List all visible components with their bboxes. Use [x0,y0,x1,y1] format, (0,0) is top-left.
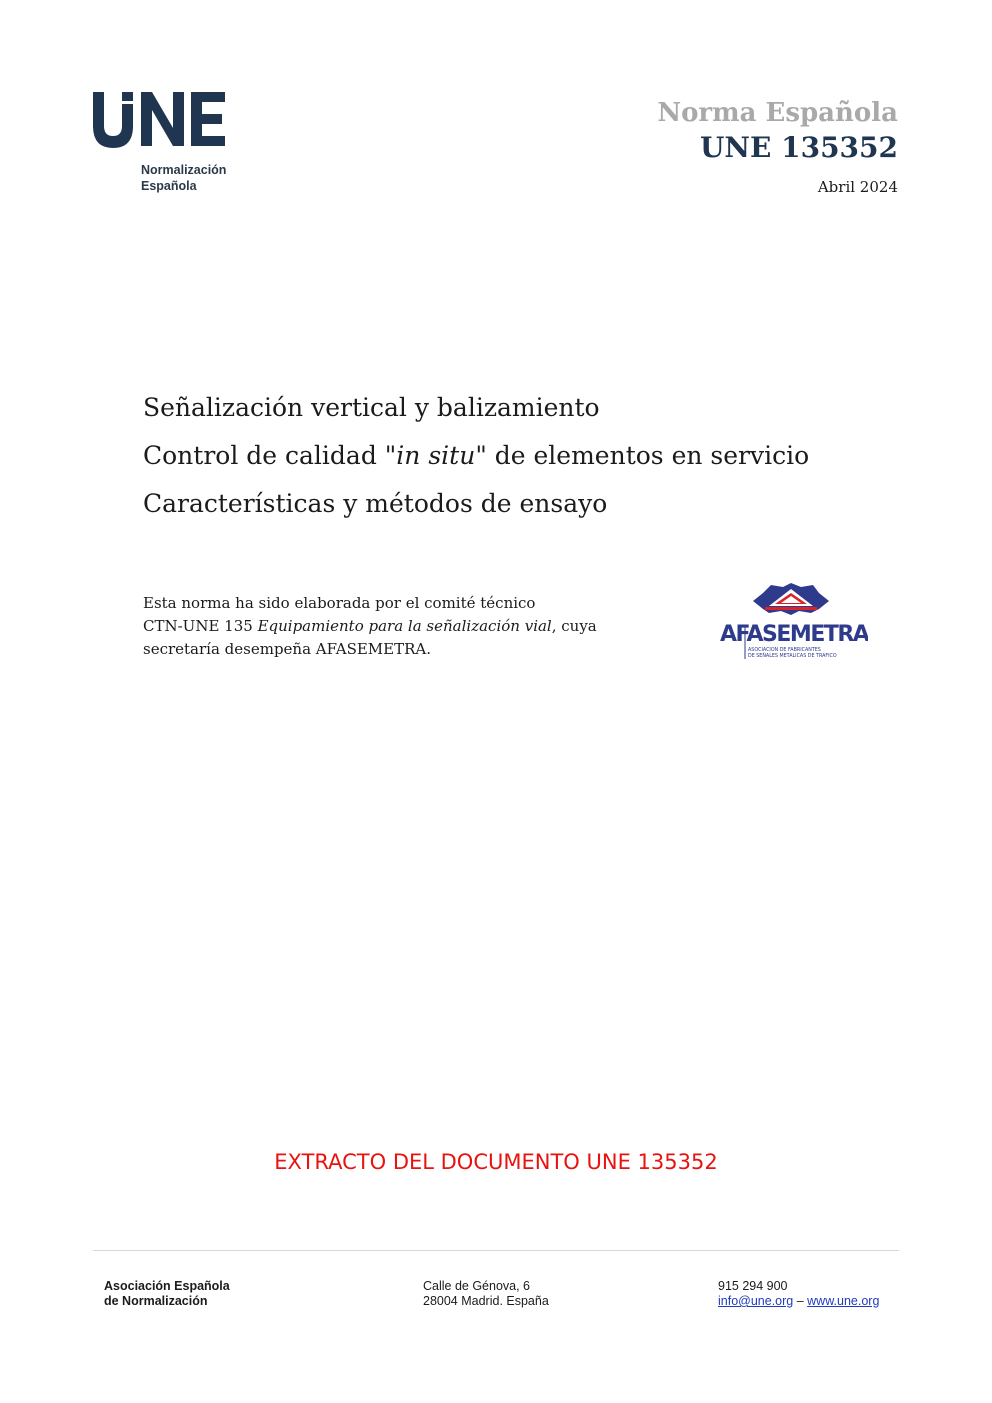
footer-org-line-1: Asociación Española [104,1279,230,1293]
footer-divider [93,1250,899,1251]
footer-organization [104,1279,230,1309]
document-titles [143,384,809,528]
une-logo-sub-line1: Normalización [141,163,227,177]
norma-date: Abril 2024 [817,178,898,196]
norma-label: Norma Española [657,98,898,128]
title-line-2-italic: in situ [396,441,476,470]
title-line-1: Señalización vertical y balizamiento [143,393,600,422]
footer-phone: 915 294 900 [718,1279,788,1293]
footer-contact [718,1279,879,1309]
committee-line-2 [143,615,683,638]
committee-statement [143,592,683,661]
committee-line-1: Esta norma ha sido elaborada por el comité técnico [143,594,536,612]
title-line-2-end: " de elementos en servicio [475,441,810,470]
footer-web-link[interactable]: www.une.org [807,1294,880,1308]
afasemetra-tagline-2: DE SEÑALES METALICAS DE TRAFICO [748,654,837,659]
une-logo-mark [93,90,233,150]
committee-name-italic: Equipamiento para la señalización vial [257,617,552,635]
committee-line-2-start: CTN-UNE 135 [143,617,258,635]
une-logo [93,90,253,200]
footer-links [718,1294,879,1309]
title-line-2 [143,432,809,480]
footer-link-separator: – [793,1294,808,1308]
footer-org-line-2: de Normalización [104,1294,208,1308]
committee-line-3: secretaría desempeña AFASEMETRA. [143,640,432,658]
afasemetra-name: AFASEMETRA [720,622,868,647]
standard-header [657,98,898,196]
footer-email-link[interactable]: info@une.org [718,1294,794,1308]
footer-address-line-2: 28004 Madrid. España [423,1294,549,1308]
une-logo-sub-line2: Española [141,179,197,193]
extract-banner: EXTRACTO DEL DOCUMENTO UNE 135352 [274,1150,718,1174]
afasemetra-logo [718,583,868,663]
norma-code: UNE 135352 [700,131,898,164]
committee-line-2-end: , cuya [551,617,597,635]
afasemetra-logo-mark [718,583,868,663]
une-logo-subtitle [141,162,226,194]
title-line-3: Características y métodos de ensayo [143,489,608,518]
title-line-2-start: Control de calidad " [143,441,397,470]
footer-address [423,1279,549,1309]
afasemetra-tagline-1: ASOCIACION DE FABRICANTES [748,648,821,653]
footer-address-line-1: Calle de Génova, 6 [423,1279,531,1293]
